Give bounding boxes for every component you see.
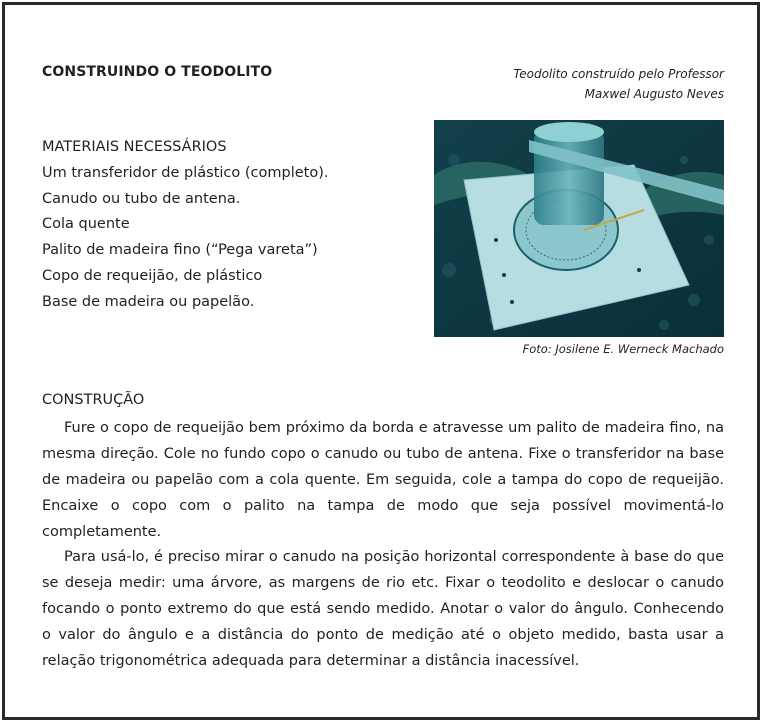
photo-credit: Foto: Josilene E. Werneck Machado bbox=[522, 342, 724, 356]
materials-list bbox=[42, 161, 328, 316]
list-item: Copo de requeijão, de plástico bbox=[42, 267, 263, 284]
construction-heading: CONSTRUÇÃO bbox=[42, 392, 145, 408]
photo-caption-line: Maxwel Augusto Neves bbox=[584, 87, 724, 101]
materials-section bbox=[42, 135, 328, 316]
materials-heading: MATERIAIS NECESSÁRIOS bbox=[42, 139, 227, 155]
theodolite-photo bbox=[434, 120, 724, 337]
list-item: Canudo ou tubo de antena. bbox=[42, 190, 241, 207]
document-title: CONSTRUINDO O TEODOLITO bbox=[42, 64, 273, 80]
list-item: Base de madeira ou papelão. bbox=[42, 293, 255, 310]
construction-paragraph: Fure o copo de requeijão bem próximo da borda e atravesse um palito de madeira fino, na mesma direção. Cole no fundo copo o canudo ou tubo de antena. Fixe o transferidor na base de madeira ou papelão com a cola quente. Em seguida, cole a tampa do copo de requeijão. Encaixe o copo com o palito na tampa de modo que seja possível movimentá-lo completamente. bbox=[42, 420, 724, 540]
list-item: Um transferidor de plástico (completo). bbox=[42, 164, 329, 181]
list-item: Palito de madeira fino (“Pega vareta”) bbox=[42, 242, 318, 259]
list-item: Cola quente bbox=[42, 216, 130, 233]
photo-caption-line: Teodolito construído pelo Professor bbox=[513, 67, 724, 81]
usage-paragraph: Para usá-lo, é preciso mirar o canudo na posição horizontal correspondente à base do que se deseja medir: uma árvore, as margens de rio etc. Fixar o teodolito e deslocar o canudo focando o ponto extremo do que está sendo medido. Anotar o valor do ângulo. Conhecendo o valor do ângulo e a distância do ponto de medição até o objeto medido, basta usar a relação trigonométrica adequada para determinar a distância inacessível. bbox=[42, 549, 724, 669]
photo-caption bbox=[513, 64, 724, 104]
